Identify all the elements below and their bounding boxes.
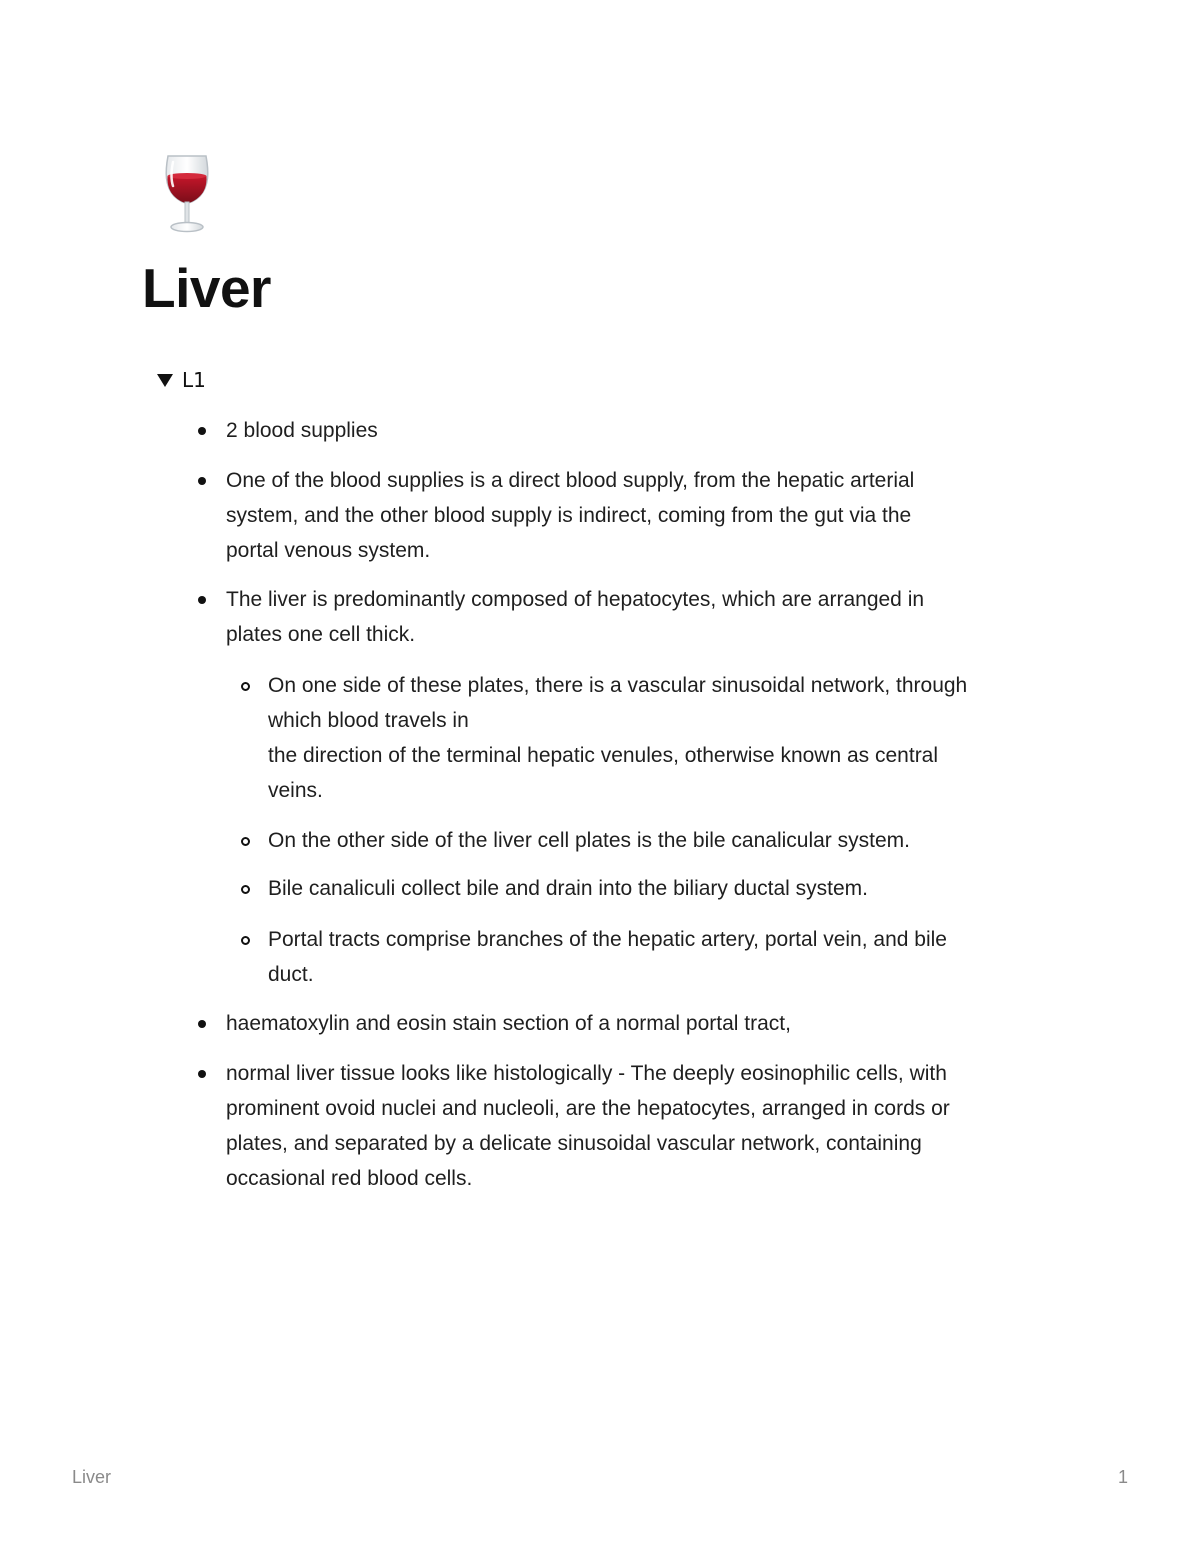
list-item-text: 2 blood supplies <box>226 419 378 442</box>
list-item-text: portal venous system. <box>226 539 431 562</box>
list-item <box>226 463 914 568</box>
list-item <box>226 1056 950 1196</box>
list-item-text: prominent ovoid nuclei and nucleoli, are the hepatocytes, arranged in cords or <box>226 1097 950 1120</box>
page-title: Liver <box>142 257 271 319</box>
bullet-circle-icon <box>241 682 250 691</box>
list-item-text: the direction of the terminal hepatic venules, otherwise known as central <box>268 744 939 767</box>
list-item-text: On one side of these plates, there is a vascular sinusoidal network, through <box>268 674 968 697</box>
bullet-circle-icon <box>241 885 250 894</box>
page-number: 1 <box>1117 1467 1128 1487</box>
sub-list-item <box>268 922 947 992</box>
sub-list-item <box>268 871 868 906</box>
footer-title: Liver <box>72 1467 112 1487</box>
bullet-disc-icon <box>198 1070 206 1078</box>
list-item-text: Bile canaliculi collect bile and drain into the biliary ductal system. <box>268 877 868 900</box>
list-item <box>226 413 378 448</box>
list-item-text: which blood travels in <box>268 709 469 732</box>
list-item-text: haematoxylin and eosin stain section of a normal portal tract, <box>226 1012 791 1035</box>
list-item-text: plates one cell thick. <box>226 623 416 646</box>
list-item-text: veins. <box>268 779 323 802</box>
sub-list-item <box>268 668 967 808</box>
list-item-text: system, and the other blood supply is indirect, coming from the gut via the <box>226 504 912 527</box>
list-item-text: duct. <box>268 963 314 986</box>
list-item-text: Portal tracts comprise branches of the hepatic artery, portal vein, and bile <box>268 928 947 951</box>
list-item-text: On the other side of the liver cell plates is the bile canalicular system. <box>268 829 910 852</box>
list-item <box>226 1006 791 1041</box>
list-item-text: normal liver tissue looks like histologically - The deeply eosinophilic cells, with <box>226 1062 947 1085</box>
wine-glass-icon <box>152 150 222 236</box>
toggle-l1[interactable] <box>156 366 206 394</box>
bullet-disc-icon <box>198 596 206 604</box>
bullet-disc-icon <box>198 1020 206 1028</box>
list-item <box>226 582 924 652</box>
triangle-down-icon[interactable] <box>156 372 174 388</box>
bullet-circle-icon <box>241 837 250 846</box>
bullet-circle-icon <box>241 936 250 945</box>
list-item-text: The liver is predominantly composed of hepatocytes, which are arranged in <box>226 588 925 611</box>
toggle-label: L1 <box>182 368 206 392</box>
list-item-text: occasional red blood cells. <box>226 1167 473 1190</box>
bullet-disc-icon <box>198 477 206 485</box>
list-item-text: One of the blood supplies is a direct blood supply, from the hepatic arterial <box>226 469 915 492</box>
list-item-text: plates, and separated by a delicate sinusoidal vascular network, containing <box>226 1132 922 1155</box>
bullet-disc-icon <box>198 427 206 435</box>
sub-list-item <box>268 823 910 858</box>
